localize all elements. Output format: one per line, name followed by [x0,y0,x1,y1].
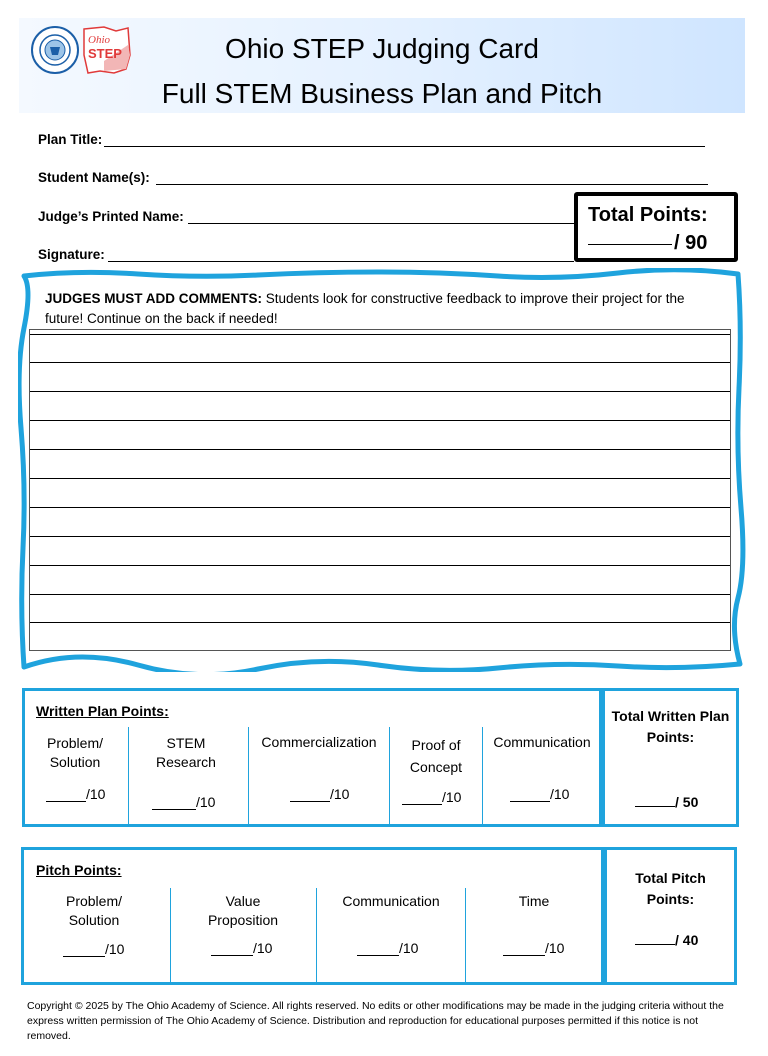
signature-input[interactable] [108,261,574,262]
score-input-proof-of-concept[interactable]: /10 [402,789,461,805]
pitch-score-input-time[interactable]: /10 [503,940,564,956]
pitch-score-input-problem-solution[interactable]: /10 [63,941,124,957]
judge-name-input[interactable] [188,223,574,224]
pitch-section [21,847,604,985]
copyright-notice: Copyright © 2025 by The Ohio Academy of Science. All rights reserved. No edits or other modifications may be made in the judging criteria without the express written permission of The Ohio Academy of Science. Distribution and reproduction for educational purposes permitted if this notice is not removed. [27,1000,724,1042]
criterion-communication: Communication [493,734,591,750]
comment-line [30,362,730,363]
comments-body: Students look for constructive feedback to improve their project for the future! Continue on the back if needed! [45,291,685,326]
svg-text:Ohio: Ohio [88,34,110,46]
comments-heading: JUDGES MUST ADD COMMENTS: [45,291,263,306]
pitch-criterion-problem-solution: Problem/ Solution [65,893,123,928]
page-subtitle: Full STEM Business Plan and Pitch [161,78,603,109]
pitch-criterion-time: Time [518,893,550,909]
pitch-total-section [604,847,737,985]
comment-line [30,449,730,450]
divider [170,888,171,982]
page-title: Ohio STEP Judging Card [225,33,539,64]
written-total-label: Total Written Plan Points: [611,708,730,745]
written-total-input[interactable]: / 50 [635,794,698,810]
pitch-criterion-value-proposition: Value Proposition [207,893,279,928]
student-names-label: Student Name(s): [38,170,150,185]
comment-line [30,594,730,595]
pitch-title: Pitch Points: [36,862,122,878]
comment-line [30,536,730,537]
criterion-proof-of-concept: Proof of Concept [409,737,463,775]
pitch-score-input-communication[interactable]: /10 [357,940,418,956]
pitch-total-label: Total Pitch Points: [635,870,706,907]
criterion-problem-solution: Problem/ Solution [46,735,104,770]
signature-label: Signature: [38,247,105,262]
divider [248,727,249,825]
comments-input-area[interactable] [29,329,731,651]
divider [389,727,390,825]
score-input-problem-solution[interactable]: /10 [46,786,105,802]
criterion-stem-research: STEM Research [156,735,216,770]
divider [316,888,317,982]
total-points-input[interactable] [588,244,672,245]
judge-name-label: Judge’s Printed Name: [38,209,184,224]
total-points-label: Total Points: [588,204,708,226]
score-input-stem-research[interactable]: /10 [152,794,215,810]
written-plan-section [22,688,602,827]
total-points-max: / 90 [674,232,708,254]
comment-line [30,565,730,566]
comment-line [30,334,730,335]
written-plan-title: Written Plan Points: [36,703,169,719]
score-input-communication[interactable]: /10 [510,786,569,802]
student-names-input[interactable] [156,184,708,185]
total-points-box [574,192,738,262]
plan-title-label: Plan Title: [38,132,103,147]
divider [128,727,129,825]
comment-line [30,391,730,392]
plan-title-input[interactable] [104,146,705,147]
comment-line [30,507,730,508]
pitch-score-input-value-proposition[interactable]: /10 [211,940,272,956]
written-total-section [602,688,739,827]
pitch-criterion-communication: Communication [342,893,440,909]
comment-line [30,420,730,421]
criterion-commercialization: Commercialization [261,734,377,750]
pitch-total-input[interactable]: / 40 [635,932,698,948]
score-input-commercialization[interactable]: /10 [290,786,349,802]
comments-instructions [45,289,705,329]
comment-line [30,478,730,479]
divider [482,727,483,825]
comment-line [30,622,730,623]
svg-text:STEP: STEP [88,46,122,61]
header-banner [19,18,745,113]
divider [465,888,466,982]
